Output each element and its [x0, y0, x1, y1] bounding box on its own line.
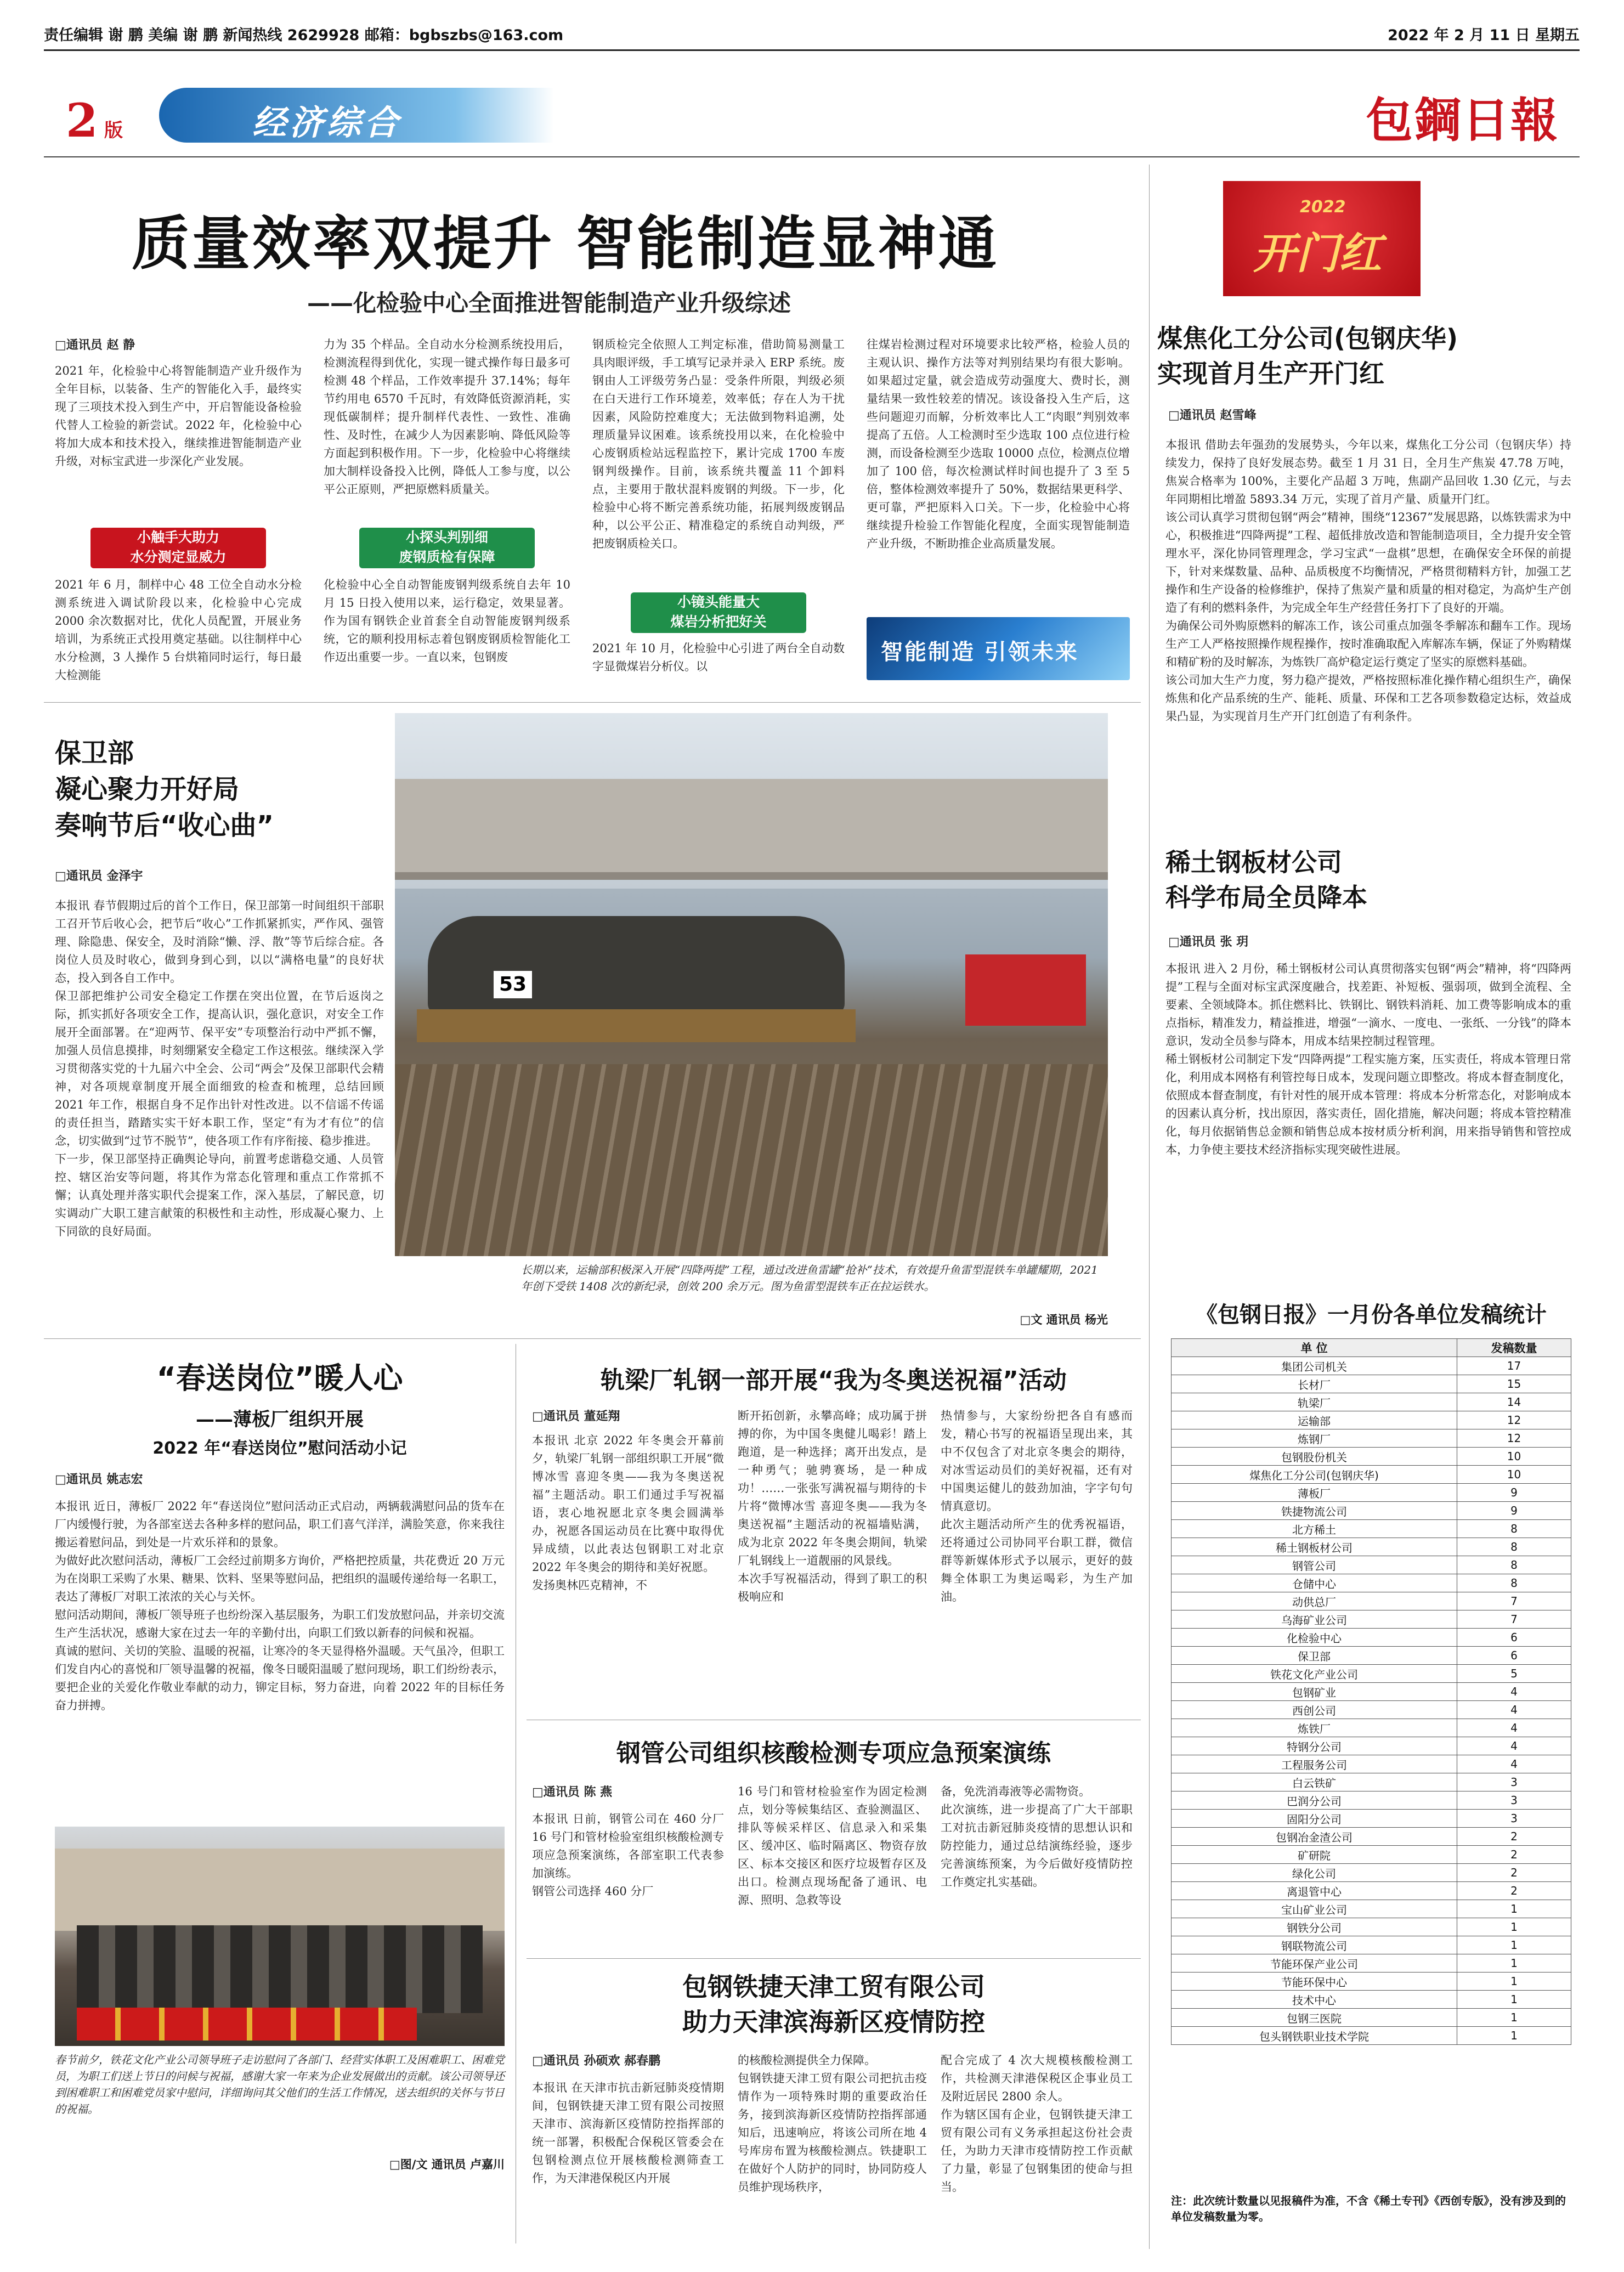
stats-unit-cell: 铁捷物流公司	[1172, 1502, 1457, 1520]
stats-unit-cell: 钢铁分公司	[1172, 1918, 1457, 1936]
photo-center-caption: 长期以来，运输部积极深入开展“四降两提”工程，通过改进鱼雷罐“抢补”技术，有效提升鱼雷型混铁车单罐耀期，2021 年创下受铁 1408 次的新纪录，创效 200 余万元。图为鱼雷型混铁车正在拉运铁水。	[521, 1263, 1098, 1293]
pipe-col3: 备，免洗消毒液等必需物资。 此次演练，进一步提高了广大干部职工对抗击新冠肺炎疫情的思想认识和防控能力，通过总结演练经验，逐步完善演练预案，为今后做好疫情防控工作奠定扎实基础。	[941, 1785, 1133, 1889]
stats-count-cell: 15	[1457, 1375, 1571, 1393]
header-date: 2022 年 2 月 11 日 星期五	[1388, 27, 1580, 44]
stats-unit-cell: 巴润分公司	[1172, 1791, 1457, 1810]
stats-col-unit: 单 位	[1172, 1339, 1457, 1357]
stats-row	[1172, 1773, 1571, 1791]
photo-rails	[395, 1064, 1108, 1256]
stats-count-cell: 1	[1457, 1991, 1571, 2009]
rail-col2: 断开拓创新，永攀高峰；成功属于拼搏的你，为中国冬奥健儿喝彩！踏上跑道，是一种选择；离开出发点，是一种勇气；驰骋赛场，是一种成功！……一张张写满祝福与期待的卡片将“微博冰雪 喜迎冬奥——我为冬奥送祝福”主题活动的祝福墙贴满，成为北京 2022 年冬奥会期间，轨梁厂轧钢线上一道靓丽的风景线。 本次手写祝福活动，得到了职工的积极响应和	[738, 1409, 927, 1603]
stats-count-cell: 8	[1457, 1556, 1571, 1574]
stats-unit-cell: 包钢矿业	[1172, 1683, 1457, 1701]
stats-row	[1172, 1973, 1571, 1991]
stats-row	[1172, 1900, 1571, 1918]
stats-row	[1172, 1864, 1571, 1882]
stats-count-cell: 4	[1457, 1701, 1571, 1719]
stats-unit-cell: 炼铁厂	[1172, 1719, 1457, 1737]
stats-row	[1172, 1846, 1571, 1864]
spring-sub1: ——薄板厂组织开展	[196, 1409, 364, 1431]
divider-right-column	[1149, 165, 1150, 2249]
stats-row	[1172, 1991, 1571, 2009]
stats-count-cell: 4	[1457, 1719, 1571, 1737]
stats-count-cell: 9	[1457, 1484, 1571, 1502]
stats-unit-cell: 乌海矿业公司	[1172, 1610, 1457, 1629]
photo-left-caption-box	[55, 2051, 505, 2172]
stats-row	[1172, 1828, 1571, 1846]
photo-building	[55, 1849, 505, 1931]
tianjin-col2: 的核酸检测提供全力保障。 包钢铁捷天津工贸有限公司把抗击疫情作为一项特殊时期的重要政治任务，接到滨海新区疫情防控指挥部通知后，迅速响应，将该公司所在地 4 号库房布置为核酸检测点。铁捷职工在做好个人防护的同时，协同防疫人员维护现场秩序，	[738, 2054, 927, 2194]
rail-byline: □通讯员 董延翔	[532, 1410, 620, 1423]
stats-title: 《包钢日报》一月份各单位发稿统计	[1196, 1302, 1547, 1327]
stats-row	[1172, 1665, 1571, 1683]
page-number	[66, 93, 159, 148]
right1-body: 本报讯 借助去年强劲的发展势头，今年以来，煤焦化工分公司（包钢庆华）持续发力，保持了良好发展态势。截至 1 月 31 日，全月生产焦炭 47.78 万吨，焦炭合格率为 100%，主要化产品超 3 万吨，焦副产品回收 1.30 亿元，与去年同期相比增盈 5893.34 万元，实现了首月产量、质量开门红。 该公司认真学习贯彻包钢“两会”精神，围绕“12367”发展思路，以炼铁需求为中心，积极推进“四降两提”工程、超低排放改造和智能制造项目，全力提升安全管理水平，深化协同管理理念，学习宝武“一盘棋”思想，在确保安全环保的前提下，针对来煤数量、品种、品质极度不均衡情况，严格贯彻精料方针，加强工艺操作和生产设备的检修维护，保持了焦炭产量和质量的相对稳定，为高炉生产创造了有利的燃料条件，为完成全年生产经营任务打下了良好的开端。 为确保公司外购原燃料的解冻工作，该公司重点加强冬季解冻和翻车工作。现场生产工人严格按照操作规程操作，按时准确取配入库解冻车辆，保证了外购精煤和精矿粉的及时解冻，为炼铁厂高炉稳定运行奠定了坚实的原燃料基础。 该公司加大生产力度，努力稳产提效，严格按照标准化操作精心组织生产，确保炼焦和化产品系统的生产、能耗、质量、环保和工艺各项参数稳定达标，效益成果凸显，为实现首月生产开门红创造了有利条件。	[1165, 438, 1571, 723]
security-byline: □通讯员 金泽宇	[55, 869, 143, 883]
stats-row	[1172, 1393, 1571, 1411]
stats-count-cell: 12	[1457, 1411, 1571, 1429]
stats-count-cell: 8	[1457, 1538, 1571, 1556]
header-rule-2	[44, 156, 1580, 157]
lead-title: 质量效率双提升 智能制造显神通	[132, 210, 999, 278]
section-banner	[159, 88, 554, 143]
stats-count-cell: 1	[1457, 1918, 1571, 1936]
stats-unit-cell: 固阳分公司	[1172, 1810, 1457, 1828]
stats-count-cell: 9	[1457, 1502, 1571, 1520]
logo-year: 2022	[1300, 197, 1346, 217]
spring-byline: □通讯员 姚志宏	[55, 1473, 143, 1487]
stats-count-cell: 8	[1457, 1520, 1571, 1538]
lead-col2-text: 力为 35 个样品。全自动水分检测系统投用后，检测流程得到优化，实现一键式操作每日最多可检测 48 个样品，工作效率提升 37.14%；每年节约用电 6570 千瓦时，有效降低资源消耗，实现低碳制样；提升制样代表性、一致性、准确性、及时性，在减少人为因素影响、降低风险等方面起到积极作用。下一步，化检验中心将继续加大制样设备投入比例，降低人工参与度，以公平公正原则，严把原燃料质量关。	[324, 338, 570, 496]
right2-title: 稀土钢板材公司 科学布局全员降本	[1165, 847, 1367, 912]
stats-unit-cell: 稀土钢板材公司	[1172, 1538, 1457, 1556]
stats-row	[1172, 1755, 1571, 1773]
stats-row	[1172, 1719, 1571, 1737]
stats-count-cell: 6	[1457, 1647, 1571, 1665]
lead-col4-text: 往煤岩检测过程对环境要求比较严格，检验人员的主观认识、操作方法等对判别结果均有很大影响。如果超过定量，就会造成劳动强度大、费时长，测量结果一致性较差的情况。该设备投入生产后，这些问题迎刃而解，分析效率比人工“肉眼”判别效率提高了五倍。人工检测时至少选取 100 点位进行检测，而设备检测至少选取 10000 点位，检测点位增加了 100 倍，每次检测试样时间也提升了 3 至 5 倍，整体检测效率提升了 50%，数据结果更科学、更可靠，严把原料入口关。下一步，化检验中心将继续提升检验工作智能化程度，全面实现智能制造产业升级，不断助推企业高质量发展。	[867, 338, 1130, 550]
stats-count-cell: 3	[1457, 1773, 1571, 1791]
stats-row	[1172, 1574, 1571, 1592]
photo-center-caption-box	[521, 1262, 1108, 1327]
stats-row	[1172, 1484, 1571, 1502]
header-editors: 责任编辑 谢 鹏 美编 谢 鹏 新闻热线 2629928 邮箱：bgbszbs@163.com	[44, 27, 564, 44]
stats-count-cell: 14	[1457, 1393, 1571, 1411]
pipe-col2: 16 号门和管材检验室作为固定检测点，划分等候集结区、查验测温区、排队等候采样区、信息录入和采集区、缓冲区、临时隔离区、物资存放区、标本交接区和医疗垃圾暂存区及出口。检测点现场配备了通讯、电源、照明、急救等设	[738, 1785, 927, 1907]
stats-unit-cell: 离退管中心	[1172, 1882, 1457, 1900]
stats-row	[1172, 1502, 1571, 1520]
stats-row	[1172, 1411, 1571, 1429]
photo-car-number: 53	[494, 971, 532, 998]
rail-col1: 本报讯 北京 2022 年冬奥会开幕前夕，轨梁厂轧钢一部组织职工开展“微博冰雪 喜迎冬奥——我为冬奥送祝福”主题活动。职工们通过手写祝福语，衷心地祝愿北京冬奥会圆满举办，祝愿各国运动员在比赛中取得优异成绩，以此表达包钢职工对北京 2022 年冬奥会的期待和美好祝愿。 发扬奥林匹克精神，不	[532, 1434, 724, 1592]
tianjin-col3: 配合完成了 4 次大规模核酸检测工作，共检测天津港保税区企事业员工及附近居民 2800 余人。 作为辖区国有企业，包钢铁捷天津工贸有限公司有义务承担起这份社会责任，为助力天津市疫情防控工作贡献了力量，彰显了包钢集团的使命与担当。	[941, 2054, 1133, 2194]
stats-count-cell: 12	[1457, 1429, 1571, 1448]
lead-col3-text: 钢质检完全依照人工判定标准，借助简易测量工具肉眼评级，手工填写记录并录入 ERP 系统。废钢由人工评级劳务凸显：受条件所限，判级必须在白天进行工作环境差，效率低；存在人为干扰因素，风险防控难度大；无法做到物料追溯，处理质量异议困难。该系统投用以来，在化检验中心废钢质检站远程监控下，累计完成 1700 车废钢判级操作。目前，该系统共覆盖 11 个卸料点，主要用于散状混料废钢的判级。下一步，化检验中心将不断完善系统功能，拓展判级废钢品种，以公平公正、精准稳定的系统自动判级，严把废钢质检关口。	[592, 338, 845, 550]
photo-shed	[395, 779, 1108, 880]
lead-byline: □通讯员 赵 静	[55, 338, 135, 352]
section-title: 经济综合	[252, 103, 402, 143]
stats-unit-cell: 包头钢铁职业技术学院	[1172, 2027, 1457, 2045]
stats-row	[1172, 1936, 1571, 1954]
stats-row	[1172, 1556, 1571, 1574]
photo-people	[77, 1925, 483, 2013]
tianjin-byline: □通讯员 孙硕欢 郝春鹏	[532, 2054, 661, 2068]
stats-row	[1172, 1592, 1571, 1610]
stats-count-cell: 5	[1457, 1665, 1571, 1683]
kaimenhong-logo	[1223, 181, 1421, 296]
stats-unit-cell: 矿研院	[1172, 1846, 1457, 1864]
lead-subhead-1: 小触手大助力 水分测定显威力	[90, 528, 266, 568]
lead-col2b-text: 化检验中心全自动智能废钢判级系统自去年 10 月 15 日投入使用以来，运行稳定，效果显著。作为国有钢铁企业首套全自动智能废钢判级系统，它的顺利投用标志着包钢废钢质检智能化工作迈出重要一步。一直以来，包钢废	[324, 578, 570, 664]
stats-count-cell: 2	[1457, 1828, 1571, 1846]
stats-unit-cell: 工程服务公司	[1172, 1755, 1457, 1773]
stats-count-cell: 1	[1457, 1900, 1571, 1918]
stats-count-cell: 1	[1457, 1954, 1571, 1973]
divider-mid-left-2	[44, 1338, 1141, 1339]
masthead-text: 包鋼日報	[1366, 93, 1559, 148]
stats-row	[1172, 1610, 1571, 1629]
photo-gift-boxes	[77, 2008, 417, 2041]
tianjin-col1: 本报讯 在天津市抗击新冠肺炎疫情期间，包钢铁捷天津工贸有限公司按照天津市、滨海新区疫情防控指挥部的统一部署，积极配合保税区管委会在包钢检测点位开展核酸检测筛查工作，为天津港保税区内开展	[532, 2081, 724, 2185]
pipe-col1: 本报讯 日前，钢管公司在 460 分厂 16 号门和管材检验室组织核酸检测专项应急预案演练，各部室职工代表参加演练。 钢管公司选择 460 分厂	[532, 1812, 724, 1898]
stats-row	[1172, 2027, 1571, 2045]
lead-subhead-2: 小探头判别细 废钢质检有保障	[359, 528, 535, 568]
stats-row	[1172, 1918, 1571, 1936]
right1-byline: □通讯员 赵雪峰	[1168, 409, 1257, 422]
stats-count-cell: 6	[1457, 1629, 1571, 1647]
lead-col1b-text: 2021 年 6 月，制样中心 48 工位全自动水分检测系统进入调试阶段以来，化检验中心完成 2000 余次数据对比，优化人员配置，开展业务培训，为系统正式投用奠定基础。以往制样中心水分检测，3 人操作 5 台烘箱同时运行，每日最大检测能	[55, 578, 302, 682]
stats-unit-cell: 集团公司机关	[1172, 1357, 1457, 1375]
stats-count-cell: 7	[1457, 1610, 1571, 1629]
photo-left-caption: 春节前夕，铁花文化产业公司领导班子走访慰问了各部门、经营实体职工及困难职工、困难党员，为职工们送上节日的问候与祝福，感谢大家一年来为企业发展做出的贡献。该公司领导还到困难职工和困难党员家中慰问，详细询问其父他们的生活工作情况，送去组织的关怀与节日的祝福。	[55, 2053, 505, 2116]
stats-unit-cell: 仓储中心	[1172, 1574, 1457, 1592]
page-unit: 版	[104, 120, 123, 142]
header-rule	[44, 49, 1580, 51]
stats-row	[1172, 1538, 1571, 1556]
stats-unit-cell: 包钢股份机关	[1172, 1448, 1457, 1466]
security-body: 本报讯 春节假期过后的首个工作日，保卫部第一时间组织干部职工召开节后收心会，把节后“收心”工作抓紧抓实，严作风、强管理、除隐患、保安全，及时消除“懒、浮、散”等节后综合症。各岗位人员及时收心，做到身到心到，以以“满格电量”的良好状态，投入到各自工作中。 保卫部把维护公司安全稳定工作摆在突出位置，在节后返岗之际，抓实抓好各项安全工作，提高认识，强化意识，对安全工作展开全面部署。在“迎两节、保平安”专项整治行动中严抓不懈，加强人员信息摸排，时刻绷紧安全稳定工作这根弦。继续深入学习贯彻落实党的十九届六中全会、公司“两会”及保卫部职代会精神，对各项规章制度开展全面细致的检查和梳理，总结回顾 2021 年工作，根据自身不足作出针对性改进。以不信谣不传谣的责任担当，踏踏实实干好本职工作，坚定“有为才有位”的信念，切实做到“过节不脱节”，使各项工作有序衔接、稳步推进。 下一步，保卫部坚持正确舆论导向，前置考虑谐稳交通、人员管控、辖区治安等问题，将其作为常态化管理和重点工作常抓不懈；认真处理并落实职代会提案工作，深入基层，了解民意，切实调动广大职工建言献策的积极性和主动性，形成凝心聚力、上下同欲的良好局面。	[55, 899, 384, 1238]
stats-row	[1172, 1448, 1571, 1466]
stats-unit-cell: 包钢冶金渣公司	[1172, 1828, 1457, 1846]
stats-unit-cell: 钢联物流公司	[1172, 1936, 1457, 1954]
stats-table-wrap	[1171, 1338, 1571, 2045]
stats-unit-cell: 薄板厂	[1172, 1484, 1457, 1502]
stats-table-body	[1172, 1357, 1571, 2045]
stats-count-cell: 1	[1457, 2027, 1571, 2045]
stats-unit-cell: 北方稀土	[1172, 1520, 1457, 1538]
masthead-logo	[1366, 82, 1574, 148]
stats-count-cell: 10	[1457, 1448, 1571, 1466]
stats-row	[1172, 1810, 1571, 1828]
rail-title: 轨梁厂轧钢一部开展“我为冬奥送祝福”活动	[601, 1366, 1067, 1394]
stats-row	[1172, 1375, 1571, 1393]
spring-title: “春送岗位”暖人心	[156, 1361, 403, 1395]
security-title: 保卫部 凝心聚力开好局 奏响节后“收心曲”	[55, 738, 274, 841]
stats-unit-cell: 铁花文化产业公司	[1172, 1665, 1457, 1683]
logo-text: 开门红	[1253, 229, 1382, 279]
stats-count-cell: 1	[1457, 1973, 1571, 1991]
spring-sub2: 2022 年“春送岗位”慰问活动小记	[152, 1439, 407, 1458]
photo-group-visit	[55, 1827, 505, 2046]
photo-center-credit: □文 通讯员 杨光	[1020, 1313, 1108, 1326]
lead-col3b-text: 2021 年 10 月，化检验中心引进了两台全自动数字显微煤岩分析仪。以	[592, 642, 845, 673]
stats-unit-cell: 包钢三医院	[1172, 2009, 1457, 2027]
stats-col-count: 发稿数量	[1457, 1339, 1571, 1357]
stats-unit-cell: 轨梁厂	[1172, 1393, 1457, 1411]
stats-header-row	[1172, 1339, 1571, 1357]
right2-byline: □通讯员 张 玥	[1168, 935, 1249, 949]
photo-car-body	[428, 916, 845, 1015]
lead-col1-text: 2021 年，化检验中心将智能制造产业升级作为全年目标，以装备、生产的智能化入手，最终实现了三项技术投入到生产中，开启智能设备检验代替人工检验的新尝试。2022 年，化检验中心将加大成本和技术投入，继续推进智能制造产业升级，对标宝武进一步深化产业发展。	[55, 364, 302, 468]
pipe-title: 钢管公司组织核酸检测专项应急预案演练	[616, 1739, 1051, 1767]
stats-unit-cell: 煤焦化工分公司(包钢庆华)	[1172, 1466, 1457, 1484]
photo-car-frame	[417, 1009, 856, 1042]
stats-count-cell: 3	[1457, 1810, 1571, 1828]
stats-unit-cell: 保卫部	[1172, 1647, 1457, 1665]
stats-count-cell: 2	[1457, 1882, 1571, 1900]
lead-subhead-3: 小镜头能量大 煤岩分析把好关	[631, 592, 806, 633]
rail-col3: 热情参与，大家纷纷把各自有感而发，精心书写的祝福语呈现出来，其中不仅包含了对北京冬奥会的期待，对冰雪运动员们的美好祝福，还有对中国奥运健儿的鼓劲加油，字字句句情真意切。 此次主题活动所产生的优秀祝福语，还将通过公司协同平台职工群，微信群等新媒体形式予以展示，更好的鼓舞全体职工为奥运喝彩，为生产加油。	[941, 1409, 1133, 1603]
stats-unit-cell: 化检验中心	[1172, 1629, 1457, 1647]
divider-pipe-tianjin	[527, 1958, 1141, 1959]
stats-row	[1172, 1520, 1571, 1538]
stats-row	[1172, 1701, 1571, 1719]
stats-unit-cell: 运输部	[1172, 1411, 1457, 1429]
stats-unit-cell: 绿化公司	[1172, 1864, 1457, 1882]
spring-body: 本报讯 近日，薄板厂 2022 年“春送岗位”慰问活动正式启动，两辆载满慰问品的货车在厂内缓慢行驶，为各部室送去各种多样的慰问品，职工们喜气洋洋，满脸笑意，你来我往搬运着慰问品，到处是一片欢乐祥和的景象。 为做好此次慰问活动，薄板厂工会经过前期多方询价，严格把控质量，共花费近 20 万元为在岗职工采购了水果、糖果、饮料、坚果等慰问品，把组织的温暖传递给每一名职工，表达了薄板厂对职工浓浓的关心与关怀。 慰问活动期间，薄板厂领导班子也纷纷深入基层服务，为职工们发放慰问品，并亲切交流生产生活状况，感谢大家在过去一年的辛勤付出，向职工们致以新春的问候和祝福。 真诚的慰问、关切的笑脸、温暖的祝福，让寒冷的冬天显得格外温暖。天气虽冷，但职工们发自内心的喜悦和厂领导温馨的祝福，像冬日暖阳温暖了慰问现场，职工们纷纷表示，要把企业的关爱化作敬业奉献的动力，铆定目标，努力奋进，向着 2022 年的目标任务奋力拼搏。	[55, 1500, 505, 1712]
divider-mid-left	[44, 702, 1141, 703]
stats-row	[1172, 2009, 1571, 2027]
photo-locomotive	[965, 954, 1086, 1026]
stats-count-cell: 8	[1457, 1574, 1571, 1592]
stats-row	[1172, 1954, 1571, 1973]
stats-unit-cell: 节能环保产业公司	[1172, 1954, 1457, 1973]
stats-unit-cell: 节能环保中心	[1172, 1973, 1457, 1991]
photo-left-credit: □图/文 通讯员 卢嘉川	[389, 2158, 505, 2171]
right1-title: 煤焦化工分公司(包钢庆华) 实现首月生产开门红	[1157, 324, 1458, 388]
stats-table	[1171, 1338, 1571, 2045]
right2-body: 本报讯 进入 2 月份，稀土钢板材公司认真贯彻落实包钢“两会”精神，将“四降两提”工程与全面对标宝武深度融合，找差距、补短板、强弱项，做到全流程、全要素、全领域降本。抓住燃料比、铁钢比、钢铁料消耗、加工费等影响成本的重点指标，精准发力，精益推进，增强“一滴水、一度电、一张纸、一分钱”的降本意识，发动全员参与降本，用成本结果控制过程管理。 稀土钢板材公司制定下发“四降两提”工程实施方案，压实责任，将成本管理日常化，利用成本网格有利管控每日成本，发现问题立即整改。将成本督查制度化，依照成本督查制度，有针对性的展开成本管理：将成本分析常态化，对影响成本的因素认真分析，找出原因，落实责任，固化措施，解决问题；将成本管控精准化，每月依据销售总金额和销售总成本按材质分析利润，用来指导销售和管控成本，力争使主要技术经济指标实现突破性进展。	[1165, 962, 1571, 1156]
photo-torpedo-car	[395, 713, 1108, 1256]
stats-count-cell: 4	[1457, 1755, 1571, 1773]
stats-note: 注：此次统计数量以见报稿件为准，不含《稀土专刊》《西创专版》，没有涉及到的单位发稿数量为零。	[1171, 2194, 1566, 2223]
stats-count-cell: 1	[1457, 1936, 1571, 1954]
stats-unit-cell: 宝山矿业公司	[1172, 1900, 1457, 1918]
header-info-bar	[44, 21, 1580, 45]
stats-row	[1172, 1466, 1571, 1484]
stats-unit-cell: 白云铁矿	[1172, 1773, 1457, 1791]
stats-count-cell: 3	[1457, 1791, 1571, 1810]
lead-banner-text: 智能制造 引领未来	[881, 640, 1079, 665]
stats-row	[1172, 1647, 1571, 1665]
stats-unit-cell: 技术中心	[1172, 1991, 1457, 2009]
stats-row	[1172, 1882, 1571, 1900]
lead-subtitle: ——化检验中心全面推进智能制造产业升级综述	[307, 290, 791, 317]
pipe-byline: □通讯员 陈 燕	[532, 1785, 613, 1799]
stats-unit-cell: 动供总厂	[1172, 1592, 1457, 1610]
stats-count-cell: 10	[1457, 1466, 1571, 1484]
stats-count-cell: 1	[1457, 2009, 1571, 2027]
stats-unit-cell: 西创公司	[1172, 1701, 1457, 1719]
stats-row	[1172, 1629, 1571, 1647]
stats-row	[1172, 1683, 1571, 1701]
stats-count-cell: 17	[1457, 1357, 1571, 1375]
stats-count-cell: 4	[1457, 1683, 1571, 1701]
stats-row	[1172, 1357, 1571, 1375]
lead-banner	[867, 617, 1130, 680]
stats-unit-cell: 炼钢厂	[1172, 1429, 1457, 1448]
stats-count-cell: 4	[1457, 1737, 1571, 1755]
stats-row	[1172, 1791, 1571, 1810]
stats-unit-cell: 长材厂	[1172, 1375, 1457, 1393]
tianjin-title: 包钢铁捷天津工贸有限公司 助力天津滨海新区疫情防控	[682, 1972, 985, 2037]
stats-count-cell: 7	[1457, 1592, 1571, 1610]
stats-unit-cell: 特钢分公司	[1172, 1737, 1457, 1755]
page-num: 2	[66, 93, 98, 148]
stats-unit-cell: 钢管公司	[1172, 1556, 1457, 1574]
stats-row	[1172, 1737, 1571, 1755]
stats-row	[1172, 1429, 1571, 1448]
stats-count-cell: 2	[1457, 1864, 1571, 1882]
stats-count-cell: 2	[1457, 1846, 1571, 1864]
